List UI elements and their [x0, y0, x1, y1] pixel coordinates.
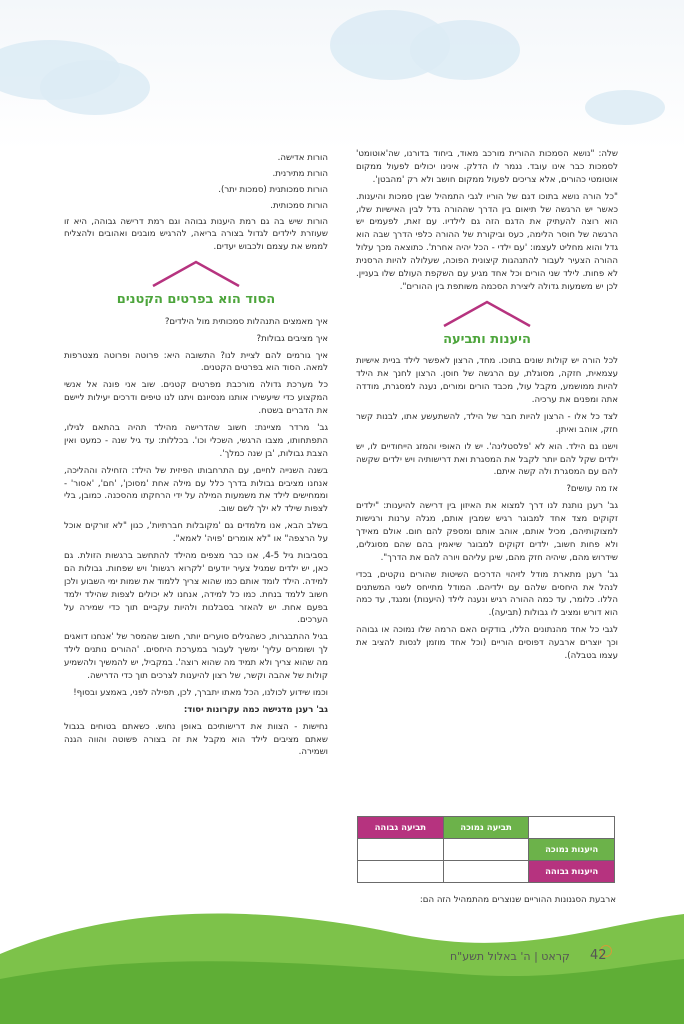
table-header-low-demand: תביעה נמוכה [443, 817, 529, 839]
table-cell [443, 861, 529, 883]
cloud-decoration [40, 60, 150, 115]
table-header-low-response: היענות נמוכה [529, 839, 615, 861]
cloud-decoration [410, 20, 520, 80]
list-item: הורות אדישה. [277, 153, 328, 163]
page-number: 42 [590, 948, 607, 963]
body-paragraph: כל מערכת גדולה מורכבת מפרטים קטנים. שוב אני פונה אל אנשי המקצוע כדי שיעשירו אותנו מנסיונם ויתנו לנו טיפים ודרכים יעילות ליישם את הדברים בשטח. [64, 380, 328, 417]
table-header-high-demand: תביעה גבוהה [358, 817, 444, 839]
table-cell [358, 861, 444, 883]
body-paragraph: בשנה השנייה לחיים, עם התרחבותו הפיזית של הילד: הזחילה וההליכה, אנחנו מציבים גבולות בדרך כלל עם מילה אחת 'מסוכן', 'חם', 'אסור' - וממחישים לילד את משמעות המילה על ידי הרחקתו מהסכנה. כמובן, בלי לצפות שילד לא ילך לשם שוב. [64, 465, 328, 515]
grass-hills [0, 894, 684, 1024]
body-paragraph: בסביבות גיל 4-5, אנו כבר מצפים מהילד להתחשב ברגשות הזולת. גם כאן, יש ילדים שמגיל צעיר יודעים 'לקרוא רגשות' ויש שפחות. גבולות הם למידה. הילד לומד אותם כמו שהוא צריך ללמוד את שמות ימי השבוע ולכן חשוב ללמד בנחת. כמו כל למידה, אנחנו לא יכולים לצפות שהילד ילמד בפעם אחת. יש להאזר בסבלנות ולהיות עקביים תוך כדי שמירה על הערכים. [64, 550, 328, 626]
chevron-decoration [151, 258, 241, 288]
body-paragraph: לגבי כל אחד מהנתונים הללו, בודקים האם הרמה שלו נמוכה או גבוהה וכך יוצרים ארבעה דפוסים הוריים (וכל אחד מוזמן לנסות להציב את עצמו בטבלה). [356, 625, 618, 661]
list-item: הורות סמכותית. [270, 200, 328, 211]
body-paragraph: בשלב הבא, אנו מלמדים גם 'מקובלות חברתיות', כגון "לא זורקים אוכל על הרצפה" או "לא אומרים 'פויה' לאמא". [64, 521, 328, 545]
list-item: הורות סמכותנית (סמכות יתר). [218, 184, 328, 195]
body-paragraph: גב' רענן מדגישה כמה עקרונות יסוד: [183, 704, 328, 715]
body-paragraph: לכל הורה יש קולות שונים בתוכו. מחד, הרצון לאפשר לילד בניית אישיות עצמאית, חזקה, מסוגלת, עם הרגשה של חוסן. הרצון לחנך את הילד להיות ממושמע, מקבל עול, מכבד הורים ומורים, נענה למסגרת, מודדה אתה ומפנים את ערכיה. [356, 356, 618, 405]
table-header-high-response: היענות גבוהה [529, 861, 615, 883]
table-caption: ארבעת הסגנונות ההוריים שנוצרים מהתמהיל הזה הם: [419, 895, 616, 905]
parenting-styles-list [64, 152, 328, 213]
body-paragraph: איך מציבים גבולות? [256, 333, 328, 344]
list-item: הורות מתירנית. [272, 168, 328, 179]
body-paragraph: לצד כל אלו - הרצון להיות חבר של הילד, להשתעשע אתו, לבנות קשר חזק, אוהב ואיתן. [356, 411, 618, 435]
table-cell [358, 839, 444, 861]
table-row [358, 817, 615, 839]
parenting-styles-table [357, 816, 615, 883]
body-paragraph: וישנו גם הילד. הוא לא 'פלסטלינה'. יש לו האופי והמזג הייחודיים לו, יש ילדים שקל להם יותר לקבל את המסגרת ואת דרישותיה ויש ילדים שקשה להם עם המסגרת ולה קשה איתם. [356, 441, 618, 478]
body-paragraph: אז מה עושים? [566, 484, 618, 495]
body-paragraph: גב' רענן מתארת מודל לזיהוי הדרכים השיטות שהורים נוקטים, בכדי לנהל את היחסים שלהם עם ילדיהם. המודל מתייחס לשני המשתנים הללו. כלומר, עד כמה ההורה רגיש ונענה לילד (היענות) ומנגד, עד כמה הוא דורש ומציב לו גבולות (תביעה). [356, 569, 618, 619]
section-title-small-details: הסוד הוא בפרטים הקטנים [116, 292, 276, 308]
body-paragraph: איך גורמים להם לציית לנו? התשובה היא: פרוטה ופרוטה מצטרפות למאה. הסוד הוא בפרטים הקטנים. [64, 350, 328, 374]
body-paragraph: איך מאמצים התנהלות סמכותית מול הילדים? [164, 316, 328, 327]
table-cell [443, 839, 529, 861]
table-row [358, 839, 615, 861]
intro-paragraph: שלה: "נושא הסמכות ההורית מורכב מאוד, ביחוד בדורנו, שה'אוטומט' לסמכות כבר אינו עובד. נגמר לו הדלק. אינינו יכולים לפעול ממקום אוטומטי כהורים, אלא צריכים לפעול ממקום חושב ולא רק 'מהבטן'. [356, 149, 618, 185]
body-paragraph: וכמו שידוע לכולנו, הכל מאתו יתברך, לכן, תפילה לפני, באמצע ובסוף! [73, 687, 328, 698]
cloud-decoration [585, 90, 665, 125]
chevron-decoration [442, 298, 532, 328]
intro-paragraph: "כל הורה נושא בתוכו דגם של הוריו לגבי התמהיל שבין סמכות והיענות. כאשר יש הרגשה של תיאום בין הדרך שההורה גדל לבין האישיות שלו, הוא רוצה להעתיק את הדגם הזה גם לילדיו. עם זאת, לפעמים יש הרגשה של חוסר הלימה, כעס וביקורת של ההורה כלפי הדרך שבה הוא גדל והוא מחליט לעצמו: 'עם ילדי - הכל יהיה אחרת'. כתוצאה מכך עלול ההורה הצעיר לעבור להתנהגות קיצונית הפוכה, שעלולה להיות הרסנית לא פחות. לילד שני הורים וכל אחד מגיע עם השקפת העולם שלו בעניין. לכן יש משמעות גדולה ליצירת הסכמה משותפת בין ההורים". [356, 191, 618, 292]
body-paragraph: נחישות - הצוות את דרישותיכם באופן נחוש. כשאתם בטוחים בגבול שאתם מציבים לילד הוא מקבל את זה בצורה פשוטה והווה הגנה ושמירה. [64, 721, 328, 758]
left-column [64, 152, 328, 763]
table-corner-cell [529, 817, 615, 839]
table-row [358, 861, 615, 883]
footer-publication: קראט | ה' באלול תשע"ח [450, 950, 570, 963]
body-paragraph: בגיל ההתבגרות, כשהגילים סוערים יותר, חשוב שהמסר של 'אנחנו דואגים לך ושומרים עליך' ימשיך לעבור במערכת היחסים. 'ההורים נותנים לילד מה שהוא צריך ולא תמיד מה שהוא רוצה'. במקביל, יש להמשיך ולהשמיע קולות של אהבה וקשר, של רצון להיענות לצרכים תוך כדי הדרישה. [64, 632, 328, 681]
body-paragraph: גב' מרדר מציינת: חשוב שהדרישה מהילד תהיה בהתאם לגילו, התפתחותו, מצבו הרגשי, השכלי וכו'. בכללות: עד גיל שנה - כמעט ואין הצבת גבולות, 'בן שנה כמלך'. [64, 422, 328, 459]
body-paragraph: הורות שיש בה גם רמת היענות גבוהה וגם רמת דרישה גבוהה, היא זו שעוזרת לילדים לגדול בצורה בריאה, להרגיש מובנים ואהובים ולהצליח לממש את עצמם ולכבוש יעדים. [64, 216, 328, 253]
section-title-responsiveness: היענות ותביעה [443, 331, 531, 347]
right-column [356, 148, 618, 667]
body-paragraph: גב' רענן נותנת לנו דרך למצוא את האיזון בין דרישה להיענות: "ילדים זקוקים מצד אחד למבוגר רגיש שמבין אותם, מגלה ערנות ורגישות למצוקותיהם, מכיל אותם, אוהב אותם ומספק להם חום. אולם מאידך ולא פחות חשוב, ילדים זקוקים למבוגר שיאמין בהם שהם מסוגלים, שידרוש מהם, שיהיה חזק מהם, שיגן עליהם ויורה להם את הדרך". [356, 501, 618, 563]
